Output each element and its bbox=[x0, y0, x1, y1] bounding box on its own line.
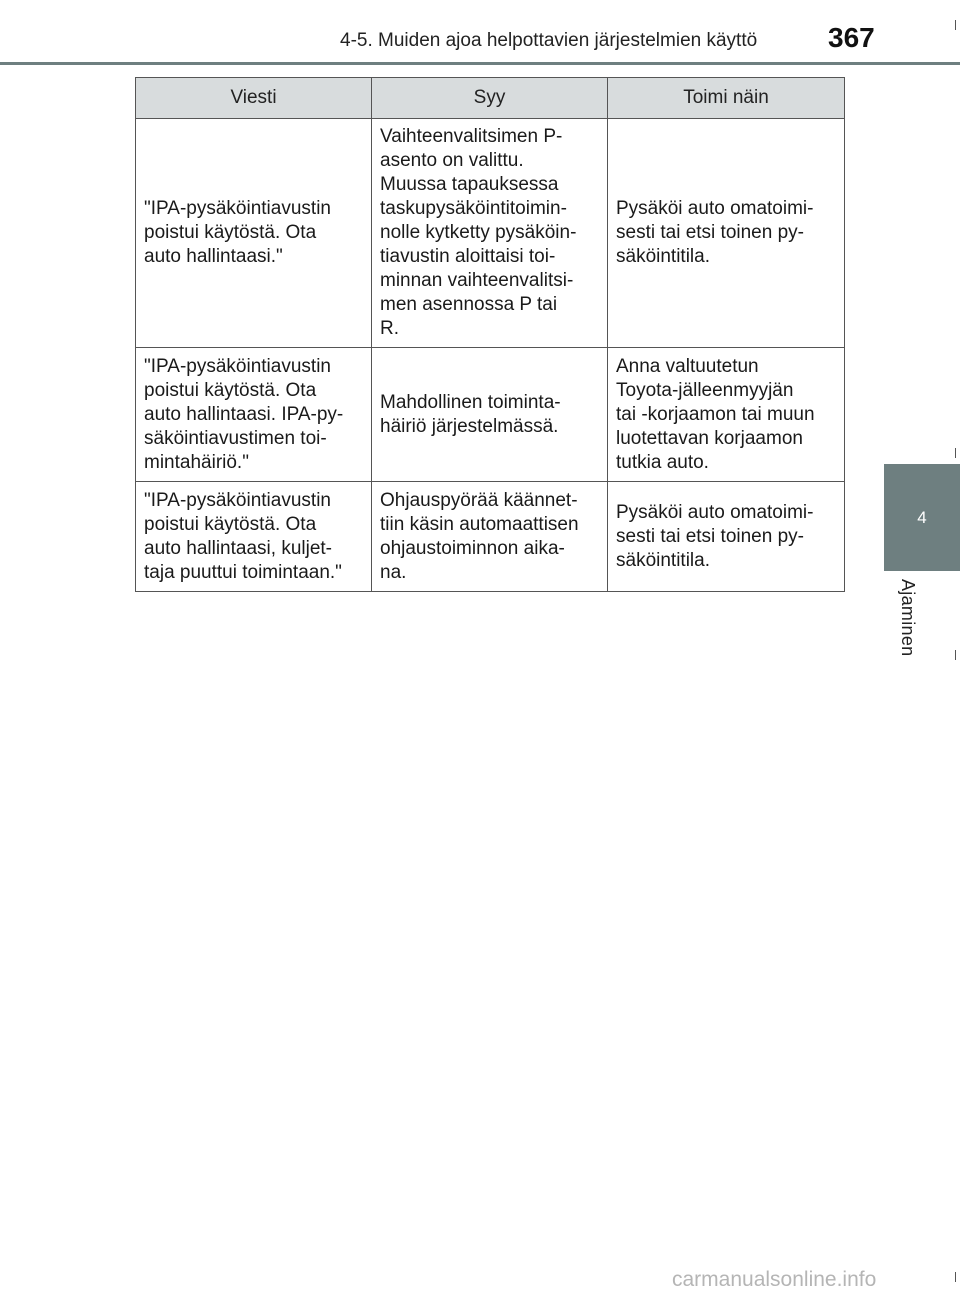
table-row bbox=[136, 348, 845, 482]
action-text: Pysäköi auto omatoimi- sesti tai etsi toinen py- säköintitila. bbox=[616, 198, 814, 267]
crop-mark-top bbox=[955, 20, 956, 30]
message-text: "IPA-pysäköintiavustin poistui käytöstä. Ota auto hallintaasi. IPA-py- säköintiavustimen toi- mintahäiriö." bbox=[144, 355, 344, 473]
table-row bbox=[136, 119, 845, 348]
page-number: 367 bbox=[828, 22, 875, 53]
message-text: "IPA-pysäköintiavustin poistui käytöstä. Ota auto hallintaasi." bbox=[144, 198, 331, 267]
message-table bbox=[135, 77, 845, 592]
action-cell bbox=[608, 348, 845, 482]
chapter-number: 4 bbox=[917, 508, 927, 527]
cause-text: Mahdollinen toiminta- häiriö järjestelmässä. bbox=[380, 391, 561, 437]
cause-cell bbox=[372, 482, 608, 592]
watermark: carmanualsonline.info bbox=[672, 1268, 877, 1291]
column-header-cause: Syy bbox=[372, 78, 608, 119]
action-cell bbox=[608, 119, 845, 348]
message-cell bbox=[136, 482, 372, 592]
message-text: "IPA-pysäköintiavustin poistui käytöstä. Ota auto hallintaasi, kuljet- taja puuttui toimintaan." bbox=[144, 489, 342, 583]
table-header-row bbox=[136, 78, 845, 119]
chapter-tab bbox=[884, 464, 960, 571]
message-cell bbox=[136, 348, 372, 482]
chapter-label: Ajaminen bbox=[898, 579, 918, 657]
cause-cell bbox=[372, 119, 608, 348]
column-header-message: Viesti bbox=[136, 78, 372, 119]
action-cell bbox=[608, 482, 845, 592]
column-header-action: Toimi näin bbox=[608, 78, 845, 119]
cause-cell bbox=[372, 348, 608, 482]
cause-text: Vaihteenvalitsimen P- asento on valittu. Muussa tapauksessa taskupysäköintitoimin- nolle kytketty pysäköin- tiavustin aloittaisi toi- minnan vaihteenvalitsi- men asennossa P tai R. bbox=[380, 126, 577, 339]
section-title: 4-5. Muiden ajoa helpottavien järjestelmien käyttö bbox=[340, 30, 758, 51]
crop-mark-lower bbox=[955, 650, 956, 660]
action-text: Anna valtuutetun Toyota-jälleenmyyjän tai -korjaamon tai muun luotettavan korjaamon tutkia auto. bbox=[616, 355, 815, 473]
header-rule bbox=[0, 62, 960, 65]
table-row bbox=[136, 482, 845, 592]
action-text: Pysäköi auto omatoimi- sesti tai etsi toinen py- säköintitila. bbox=[616, 501, 814, 571]
cause-text: Ohjauspyörää käännet- tiin käsin automaattisen ohjaustoiminnon aika- na. bbox=[380, 489, 579, 583]
crop-mark-upper bbox=[955, 448, 956, 458]
crop-mark-bottom bbox=[955, 1272, 956, 1282]
message-cell bbox=[136, 119, 372, 348]
